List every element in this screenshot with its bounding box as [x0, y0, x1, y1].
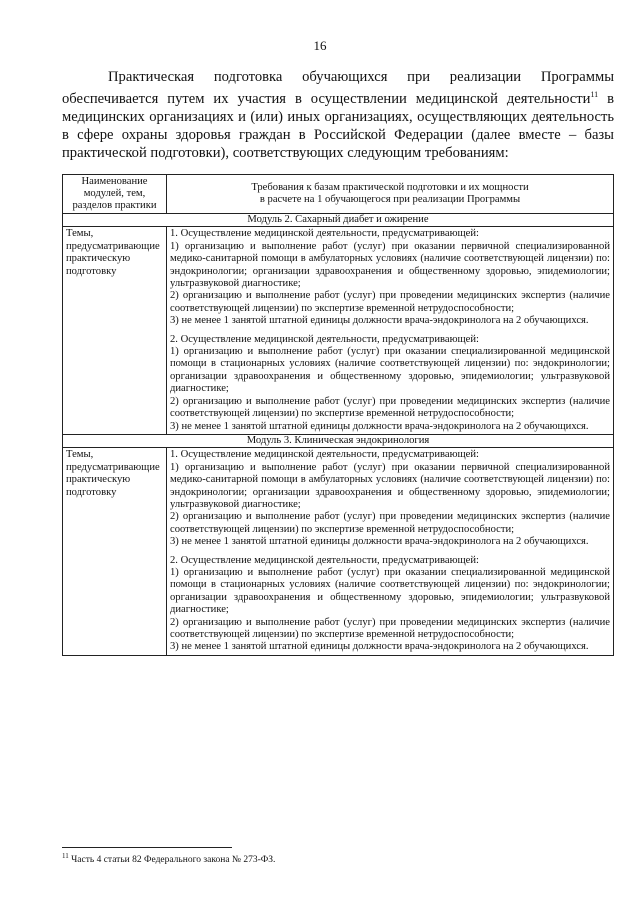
intro-text-continued: в медицинских организациях и (или) иных организациях, осуществляющих деятельность в сфере охраны здоровья граждан в Российской Федерации (далее вместе – базы практической подготовки), соответствующих следующим требованиям:: [62, 90, 614, 161]
requirement-heading: 1. Осуществление медицинской деятельности, предусматривающей:: [170, 449, 479, 461]
requirement-item: 3) не менее 1 занятой штатной единицы должности врача-эндокринолога на 2 обучающихся.: [170, 536, 589, 548]
footnote-number: 11: [62, 852, 69, 860]
requirements-table: [62, 174, 614, 656]
module-title-row: [63, 434, 614, 447]
requirements-cell: [167, 227, 614, 435]
requirement-item: 3) не менее 1 занятой штатной единицы должности врача-эндокринолога на 2 обучающихся.: [170, 641, 589, 653]
table-body: [63, 214, 614, 656]
topic-cell: Темы, предусматривающие практическую подготовку: [63, 227, 167, 435]
requirement-item: 2) организацию и выполнение работ (услуг) при проведении медицинских экспертиз (наличие соответствующей лицензии) по экспертизе временной нетрудоспособности;: [170, 511, 610, 535]
requirement-block: [170, 449, 610, 548]
requirement-heading: 1. Осуществление медицинской деятельности, предусматривающей:: [170, 228, 479, 240]
requirement-item: 3) не менее 1 занятой штатной единицы должности врача-эндокринолога на 2 обучающихся.: [170, 420, 589, 432]
module-content-row: [63, 448, 614, 656]
requirement-item: 2) организацию и выполнение работ (услуг) при проведении медицинских экспертиз (наличие соответствующей лицензии) по экспертизе временной нетрудоспособности;: [170, 395, 610, 420]
topic-cell: Темы, предусматривающие практическую подготовку: [63, 448, 167, 656]
footnote-divider: [62, 847, 232, 848]
intro-paragraph: [62, 68, 614, 162]
requirement-block: [170, 334, 610, 433]
requirement-block: [170, 555, 610, 654]
requirement-item: 2) организацию и выполнение работ (услуг) при проведении медицинских экспертиз (наличие соответствующей лицензии) по экспертизе временной нетрудоспособности;: [170, 290, 610, 314]
footnote-reference: 11: [590, 90, 599, 99]
module-title-row: [63, 214, 614, 227]
requirement-block: [170, 228, 610, 327]
requirement-item: 2) организацию и выполнение работ (услуг) при проведении медицинских экспертиз (наличие соответствующей лицензии) по экспертизе временной нетрудоспособности;: [170, 616, 610, 640]
requirement-item: 1) организацию и выполнение работ (услуг) при оказании специализированной медицинской помощи в стационарных условиях (наличие соответствующей лицензии) по: эндокринологии; организации здравоохранения и общественному здоровью, эпидемиологии; ультразвуковой диагностике;: [170, 566, 610, 616]
header-requirements: [167, 175, 614, 214]
requirements-cell: [167, 448, 614, 656]
requirement-item: 3) не менее 1 занятой штатной единицы должности врача-эндокринолога на 2 обучающихся.: [170, 315, 589, 327]
module-content-row: [63, 227, 614, 435]
footnote-text: Часть 4 статьи 82 Федерального закона № 273-ФЗ.: [68, 855, 276, 866]
header-modules: Наименование модулей, тем, разделов практики: [63, 175, 167, 214]
requirement-heading: 2. Осуществление медицинской деятельности, предусматривающей:: [170, 554, 479, 566]
header-requirements-line1: Требования к базам практической подготовки и их мощности: [251, 181, 529, 193]
module-title: Модуль 2. Сахарный диабет и ожирение: [63, 214, 614, 227]
requirement-item: 1) организацию и выполнение работ (услуг) при оказании первичной специализированной медико-санитарной помощи в амбулаторных условиях (наличие соответствующей лицензии) по: эндокринологии; организации здравоохранения и общественному здоровью, эпидемиологии; ультразвуковой диагностике;: [170, 240, 610, 290]
requirement-heading: 2. Осуществление медицинской деятельности, предусматривающей:: [170, 333, 479, 345]
table-header-row: [63, 175, 614, 214]
requirement-item: 1) организацию и выполнение работ (услуг) при оказании специализированной медицинской помощи в стационарных условиях (наличие соответствующей лицензии) по: эндокринологии; организации здравоохранения и общественному здоровью, эпидемиологии; ультразвуковой диагностике;: [170, 346, 610, 395]
intro-text: Практическая подготовка обучающихся при реализации Программы обеспечивается путем их участия в осуществлении медицинской деятельности: [62, 69, 614, 107]
footnote: [62, 852, 275, 865]
page-number: 16: [313, 38, 327, 53]
module-title: Модуль 3. Клиническая эндокринология: [63, 434, 614, 447]
header-requirements-line2: в расчете на 1 обучающегося при реализации Программы: [259, 194, 521, 205]
requirement-item: 1) организацию и выполнение работ (услуг) при оказании первичной специализированной медико-санитарной помощи в амбулаторных условиях (наличие соответствующей лицензии) по: эндокринологии; организации здравоохранения и общественному здоровью, эпидемиологии; ультразвуковой диагностике;: [170, 461, 610, 510]
